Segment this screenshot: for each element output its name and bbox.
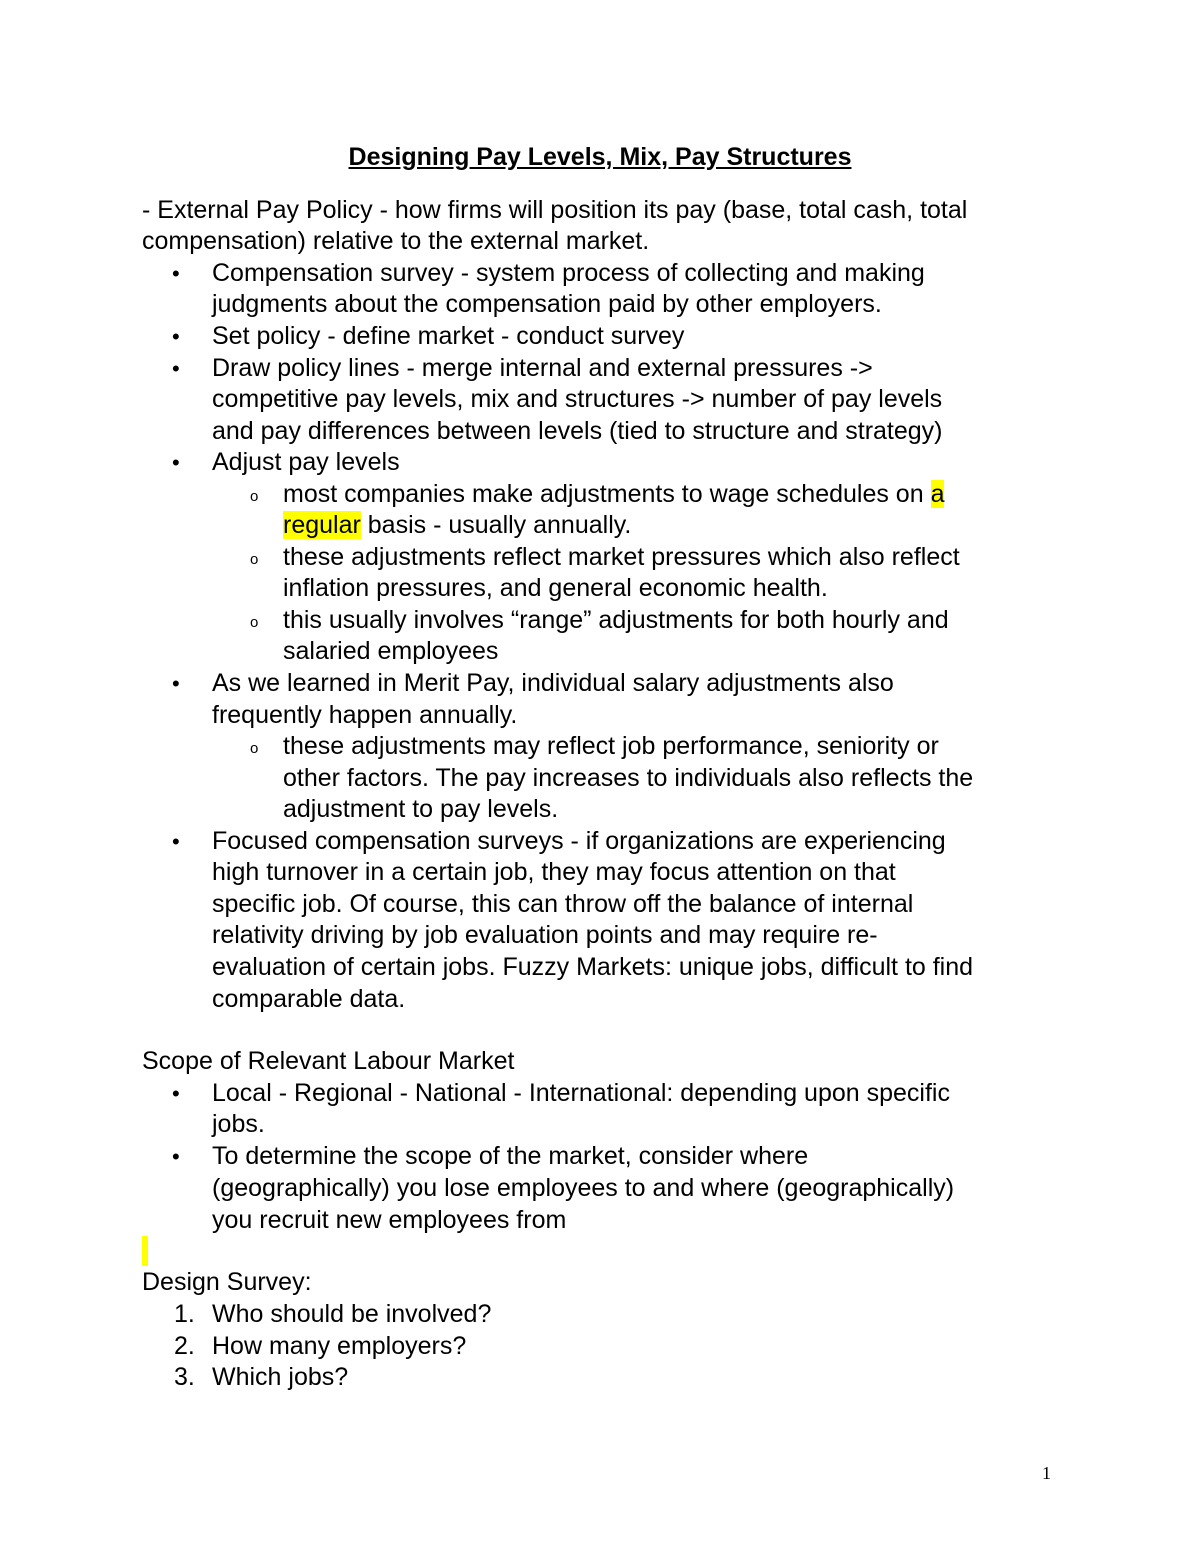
list-item-text: Who should be involved? [212,1300,492,1328]
sub-bullet-marker: o [250,740,259,757]
highlighted-text: a [930,480,945,508]
bullet-text: (geographically) you lose employees to and where (geographically) [212,1174,955,1202]
section-heading: Scope of Relevant Labour Market [142,1047,515,1075]
bullet-marker: • [172,450,180,475]
sub-bullet-text: these adjustments reflect market pressures which also reflect [283,543,960,571]
bullet-marker: • [172,671,180,696]
bullet-marker: • [172,261,180,286]
highlight-mark [142,1236,148,1266]
list-number: 3. [174,1363,195,1391]
sub-bullet-marker: o [250,614,259,631]
highlighted-text: regular [283,511,361,539]
bullet-text: comparable data. [212,985,406,1013]
sub-bullet-text: adjustment to pay levels. [283,795,559,823]
sub-bullet-text: inflation pressures, and general economic health. [283,574,828,602]
sub-bullet-text: this usually involves “range” adjustments for both hourly and [283,606,949,634]
bullet-text: Adjust pay levels [212,448,400,476]
bullet-text: relativity driving by job evaluation points and may require re- [212,921,878,949]
section-heading: Design Survey: [142,1268,312,1296]
bullet-text: Draw policy lines - merge internal and external pressures -> [212,354,873,382]
page-number: 1 [1042,1463,1051,1483]
sub-bullet-text-part: basis - usually annually. [360,511,632,539]
bullet-text: To determine the scope of the market, consider where [212,1142,809,1170]
bullet-text: jobs. [212,1110,265,1138]
bullet-text: judgments about the compensation paid by other employers. [212,290,882,318]
bullet-text: As we learned in Merit Pay, individual salary adjustments also [212,669,894,697]
sub-bullet-text [283,510,631,541]
sub-bullet-text: these adjustments may reflect job performance, seniority or [283,732,939,760]
bullet-text: frequently happen annually. [212,701,518,729]
bullet-text: high turnover in a certain job, they may focus attention on that [212,858,896,886]
bullet-text: specific job. Of course, this can throw off the balance of internal [212,890,914,918]
sub-bullet-text: salaried employees [283,637,499,665]
list-item-text: How many employers? [212,1332,467,1360]
sub-bullet-text-part: most companies make adjustments to wage schedules on [283,480,931,508]
bullet-marker: • [172,324,180,349]
intro-line: compensation) relative to the external market. [142,227,650,255]
document-title: Designing Pay Levels, Mix, Pay Structures [348,143,852,171]
bullet-marker: • [172,356,180,381]
bullet-marker: • [172,1081,180,1106]
bullet-text: Focused compensation surveys - if organizations are experiencing [212,827,946,855]
bullet-text: competitive pay levels, mix and structures -> number of pay levels [212,385,943,413]
bullet-text: Compensation survey - system process of collecting and making [212,259,925,287]
bullet-text: you recruit new employees from [212,1206,567,1234]
bullet-text: Set policy - define market - conduct survey [212,322,685,350]
sub-bullet-text: other factors. The pay increases to individuals also reflects the [283,764,974,792]
list-number: 2. [174,1332,195,1360]
bullet-marker: • [172,829,180,854]
bullet-text: evaluation of certain jobs. Fuzzy Markets: unique jobs, difficult to find [212,953,974,981]
bullet-marker: • [172,1144,180,1169]
sub-bullet-text [283,479,944,510]
list-item-text: Which jobs? [212,1363,349,1391]
intro-line: - External Pay Policy - how firms will position its pay (base, total cash, total [142,196,968,224]
list-number: 1. [174,1300,195,1328]
bullet-text: and pay differences between levels (tied to structure and strategy) [212,417,943,445]
sub-bullet-marker: o [250,551,259,568]
bullet-text: Local - Regional - National - International: depending upon specific [212,1079,950,1107]
sub-bullet-marker: o [250,488,259,505]
